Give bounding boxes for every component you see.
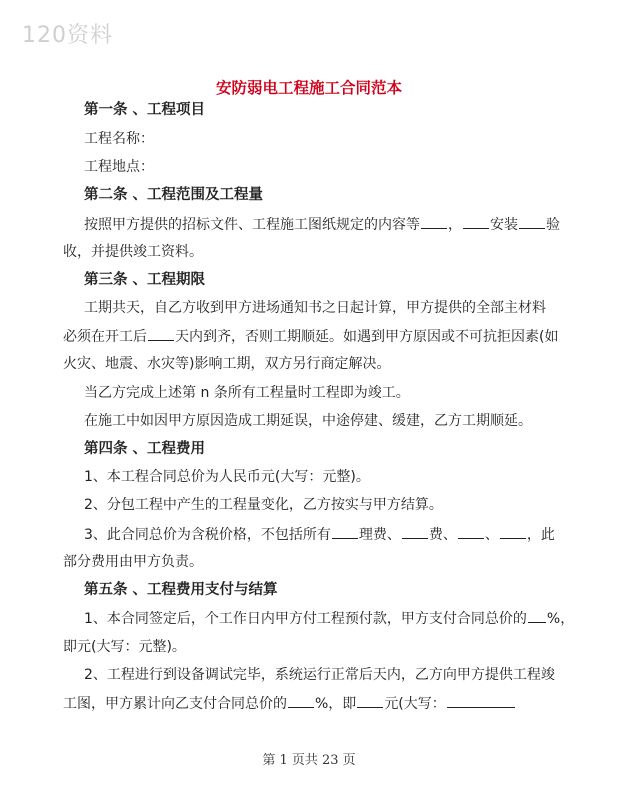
blank <box>528 608 546 623</box>
period-text-b: 天内到齐，否则工期顺延。如遇到甲方原因或不可抗拒因素(如 <box>175 329 559 345</box>
payment-line-4 <box>63 693 516 714</box>
period-line-1: 工期共天，自乙方收到甲方进场通知书之日起计算，甲方提供的全部主材料 <box>84 300 546 316</box>
payment-text-e: 元(大写： <box>384 696 446 712</box>
fee-line-1: 1、本工程合同总价为人民币元(大写：元整)。 <box>84 469 370 485</box>
article-3-heading: 第三条 、工程期限 <box>84 272 206 288</box>
blank <box>332 524 358 539</box>
payment-text-a: 1、本合同签定后，个工作日内甲方付工程预付款，甲方支付合同总价的 <box>84 611 527 627</box>
blank <box>288 693 314 708</box>
article-4-heading: 第四条 、工程费用 <box>84 441 206 457</box>
payment-text-b: %， <box>546 611 575 627</box>
period-line-4: 当乙方完成上述第 n 条所有工程量时工程即为竣工。 <box>84 385 410 401</box>
blank <box>500 524 526 539</box>
article-2-heading: 第二条 、工程范围及工程量 <box>84 187 264 203</box>
scope-line-2: 收，并提供竣工资料。 <box>63 244 203 260</box>
scope-text-c: 安装 <box>490 217 518 233</box>
blank <box>421 214 447 229</box>
fee-text-d: 、 <box>484 527 499 543</box>
fee-line-3 <box>84 524 555 545</box>
scope-line-1 <box>84 214 560 235</box>
article-5-heading: 第五条 、工程费用支付与结算 <box>84 582 278 598</box>
scope-text-b: ， <box>448 217 462 233</box>
payment-line-3: 2、工程进行到设备调试完毕，系统运行正常后天内，乙方向甲方提供工程竣 <box>84 667 555 683</box>
fee-text-c: 费、 <box>428 527 457 543</box>
fee-line-2: 2、分包工程中产生的工程量变化，乙方按实与甲方结算。 <box>84 497 443 513</box>
payment-text-c: 工图，甲方累计向乙支付合同总价的 <box>63 696 287 712</box>
scope-text-d: 验 <box>546 217 560 233</box>
article-1-heading: 第一条 、工程项目 <box>84 102 206 118</box>
blank <box>447 693 515 708</box>
blank <box>519 214 545 229</box>
period-line-5: 在施工中如因甲方原因造成工期延误，中途停建、缓建，乙方工期顺延。 <box>84 413 532 429</box>
watermark: 120资料 <box>22 23 113 48</box>
scope-text-a: 按照甲方提供的招标文件、工程施工图纸规定的内容等 <box>84 217 420 233</box>
fee-text-e: ，此 <box>526 527 555 543</box>
blank <box>463 214 489 229</box>
period-line-2 <box>63 326 558 347</box>
blank <box>148 326 174 341</box>
page-footer: 第 1 页共 23 页 <box>262 753 356 768</box>
payment-text-d: %，即 <box>315 696 357 712</box>
blank <box>458 524 484 539</box>
period-line-3: 火灾、地震、水灾等)影响工期，双方另行商定解决。 <box>63 356 391 372</box>
payment-line-1 <box>84 608 574 629</box>
blank <box>357 693 383 708</box>
blank <box>402 524 428 539</box>
payment-line-2: 即元(大写：元整)。 <box>63 639 186 655</box>
period-text-a: 必须在开工后 <box>63 329 147 345</box>
project-location-label: 工程地点： <box>84 159 154 175</box>
project-name-label: 工程名称： <box>84 131 154 147</box>
fee-text-b: 理费、 <box>358 527 401 543</box>
fee-line-4: 部分费用由甲方负责。 <box>63 554 203 570</box>
document-title: 安防弱电工程施工合同范本 <box>215 79 402 97</box>
fee-text-a: 3、此合同总价为含税价格，不包括所有 <box>84 527 331 543</box>
